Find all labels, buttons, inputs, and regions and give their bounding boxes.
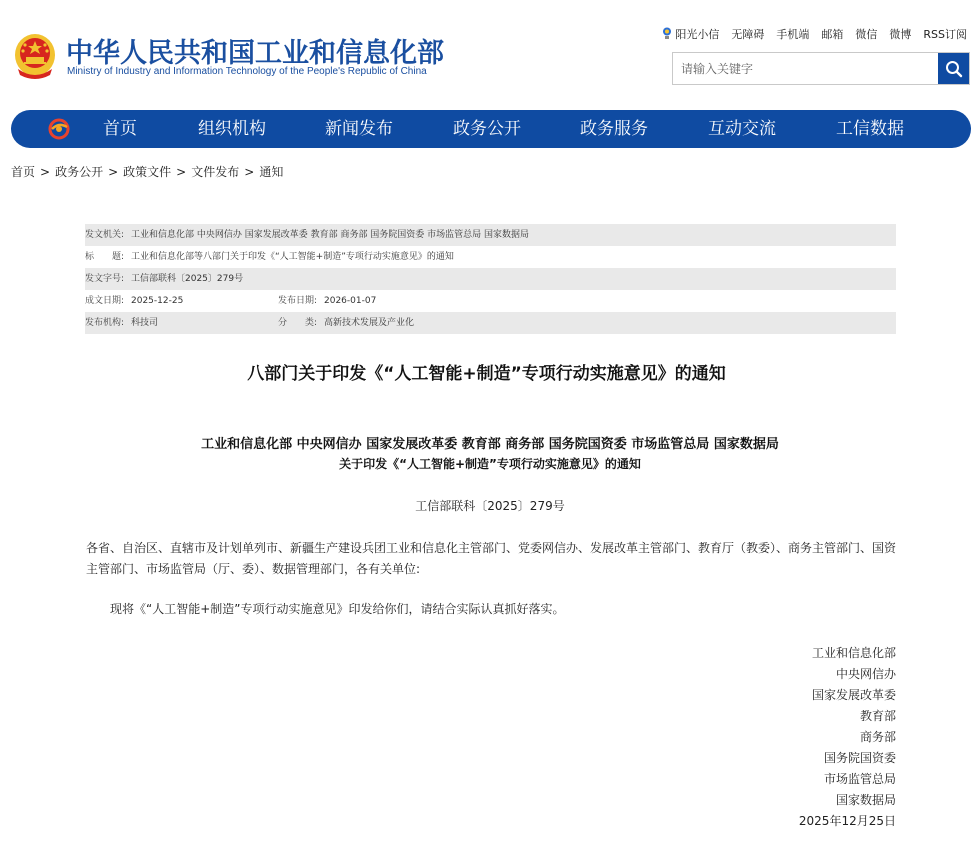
site-title[interactable]: 中华人民共和国工业和信息化部 — [66, 38, 444, 69]
meta-created-value: 2025-12-25 — [131, 296, 184, 306]
meta-title-value: 工业和信息化部等八部门关于印发《“人工智能+制造”专项行动实施意见》的通知 — [131, 252, 454, 262]
email-link[interactable]: 邮箱 — [821, 28, 844, 41]
nav-item-interaction[interactable]: 互动交流 — [708, 119, 776, 139]
document-meta-table — [85, 224, 896, 334]
nav-item-data[interactable]: 工信数据 — [836, 119, 904, 139]
breadcrumb-separator: > — [176, 165, 187, 179]
signature-line: 工业和信息化部 — [811, 646, 896, 660]
meta-issuer-label: 发文机关: — [85, 230, 125, 240]
breadcrumb-separator: > — [108, 165, 119, 179]
breadcrumb-home[interactable]: 首页 — [11, 165, 36, 179]
document-issuers-heading: 工业和信息化部 中央网信办 国家发展改革委 教育部 商务部 国务院国资委 市场监管总局 国家数据局 — [201, 437, 779, 452]
document-recipients: 各省、自治区、直辖市及计划单列市、新疆生产建设兵团工业和信息化主管部门、党委网信办、发展改革主管部门、教育厅（教委）、商务主管部门、国资主管部门、市场监管局（厅、委）、数据管理部门，各有关单位: — [86, 541, 897, 576]
sunshine-link[interactable] — [662, 26, 719, 42]
document-signatures — [799, 643, 896, 832]
breadcrumb-document-release[interactable]: 文件发布 — [191, 165, 240, 179]
signature-line: 中央网信办 — [835, 667, 896, 681]
signature-line: 商务部 — [859, 730, 896, 744]
wechat-link[interactable]: 微信 — [855, 28, 878, 41]
document-body: 现将《“人工智能+制造”专项行动实施意见》印发给你们，请结合实际认真抓好落实。 — [110, 602, 565, 616]
weibo-link[interactable]: 微博 — [889, 28, 912, 41]
meta-published-value: 2026-01-07 — [324, 296, 377, 306]
search-box — [672, 52, 970, 85]
meta-row-docno — [85, 268, 896, 290]
breadcrumb-separator: > — [40, 165, 51, 179]
breadcrumb-policy-documents[interactable]: 政策文件 — [123, 165, 172, 179]
meta-docno-value: 工信部联科〔2025〕279号 — [131, 274, 244, 284]
nav-item-news[interactable]: 新闻发布 — [325, 119, 393, 139]
meta-org-value: 科技司 — [131, 318, 159, 328]
search-input[interactable] — [673, 53, 939, 84]
meta-docno-label: 发文字号: — [85, 274, 125, 284]
meta-row-dates — [85, 290, 896, 312]
search-icon — [945, 60, 963, 78]
lightbulb-icon — [662, 27, 672, 40]
nav-item-home[interactable]: 首页 — [103, 119, 137, 139]
signature-date: 2025年12月25日 — [798, 814, 896, 828]
rss-link[interactable]: RSS订阅 — [923, 28, 967, 41]
signature-line: 国务院国资委 — [823, 751, 896, 765]
nav-item-services[interactable]: 政务服务 — [580, 119, 648, 139]
search-button[interactable] — [938, 53, 969, 84]
breadcrumb-separator: > — [244, 165, 255, 179]
meta-row-org — [85, 312, 896, 334]
meta-created-label: 成文日期: — [85, 296, 125, 306]
breadcrumb-government-affairs[interactable]: 政务公开 — [55, 165, 104, 179]
meta-org-label: 发布机构: — [85, 318, 125, 328]
meta-category-value: 高新技术发展及产业化 — [324, 318, 415, 328]
mobile-link[interactable]: 手机端 — [776, 28, 810, 41]
document-title: 八部门关于印发《“人工智能+制造”专项行动实施意见》的通知 — [247, 364, 726, 384]
breadcrumb-notice[interactable]: 通知 — [259, 165, 284, 179]
meta-title-label: 标 题: — [85, 252, 125, 262]
nav-item-government-affairs[interactable]: 政务公开 — [453, 119, 521, 139]
site-title-english[interactable]: Ministry of Industry and Information Technology of the People's Republic of China — [67, 66, 427, 77]
site-header — [0, 0, 973, 105]
sunshine-label: 阳光小信 — [675, 28, 720, 41]
meta-row-title — [85, 246, 896, 268]
meta-row-issuer — [85, 224, 896, 246]
nav-item-organization[interactable]: 组织机构 — [198, 119, 266, 139]
meta-category-label: 分 类: — [278, 318, 318, 328]
meta-published-label: 发布日期: — [278, 296, 318, 306]
signature-line: 教育部 — [859, 709, 896, 723]
national-emblem-icon[interactable] — [12, 31, 58, 81]
breadcrumb — [11, 163, 283, 180]
miit-logo-icon[interactable] — [47, 118, 71, 140]
meta-issuer-value: 工业和信息化部 中央网信办 国家发展改革委 教育部 商务部 国务院国资委 市场监管总局 国家数据局 — [131, 230, 530, 240]
document-subtitle: 关于印发《“人工智能+制造”专项行动实施意见》的通知 — [339, 457, 641, 471]
signature-line: 国家数据局 — [835, 793, 896, 807]
accessibility-link[interactable]: 无障碍 — [731, 28, 765, 41]
signature-line: 国家发展改革委 — [811, 688, 896, 702]
document-number: 工信部联科〔2025〕279号 — [415, 499, 565, 513]
top-links — [662, 26, 967, 42]
signature-line: 市场监管总局 — [823, 772, 896, 786]
main-nav — [11, 110, 971, 148]
